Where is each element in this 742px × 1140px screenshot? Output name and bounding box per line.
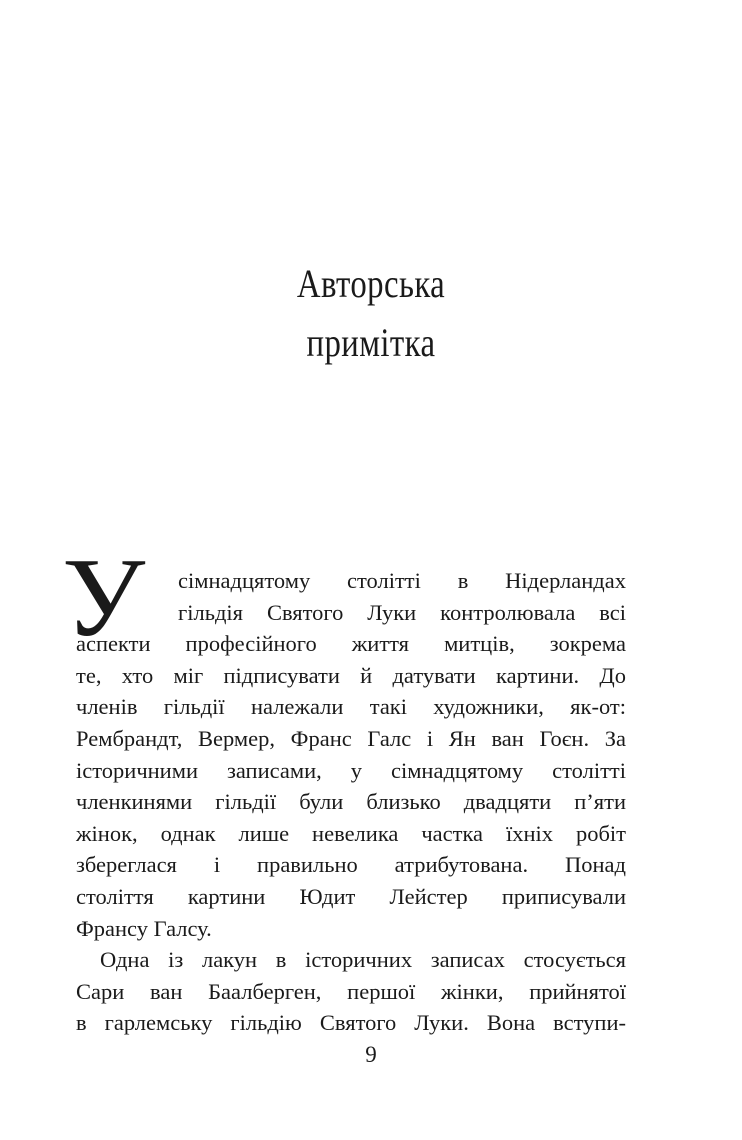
chapter-title: [67, 254, 675, 372]
chapter-title-line-1: Авторська: [296, 261, 446, 306]
text-line: жінок, однак лише невелика частка їхніх робіт: [76, 820, 626, 846]
text-line: в гарлемську гільдію Святого Луки. Вона вступи-: [76, 1010, 626, 1036]
chapter-title-line-2: примітка: [306, 320, 436, 365]
text-line: Рембрандт, Вермер, Франс Галс і Ян ван Гоєн. За: [76, 725, 626, 751]
drop-cap: У: [62, 536, 146, 660]
text-line: Сари ван Баалберген, першої жінки, прийнятої: [76, 978, 626, 1004]
text-line: Одна із лакун в історичних записах стосується: [100, 947, 626, 973]
text-line: членкинями гільдії були близько двадцяти п’яти: [76, 789, 626, 815]
text-line: історичними записами, у сімнадцятому столітті: [76, 757, 626, 783]
body-text: [76, 565, 626, 1039]
text-line: членів гільдії належали такі художники, як-от:: [76, 694, 626, 720]
text-line: гільдія Святого Луки контролювала всі: [178, 599, 626, 625]
text-line: Франсу Галсу.: [76, 915, 212, 941]
page-number: 9: [365, 1042, 377, 1067]
text-line: аспекти професійного життя митців, зокрема: [76, 631, 626, 657]
text-line: збереглася і правильно атрибутована. Понад: [76, 852, 626, 878]
text-line: сімнадцятому столітті в Нідерландах: [178, 568, 626, 593]
text-line: те, хто міг підписувати й датувати картини. До: [76, 662, 626, 688]
text-line: століття картини Юдит Лейстер приписували: [76, 883, 626, 909]
